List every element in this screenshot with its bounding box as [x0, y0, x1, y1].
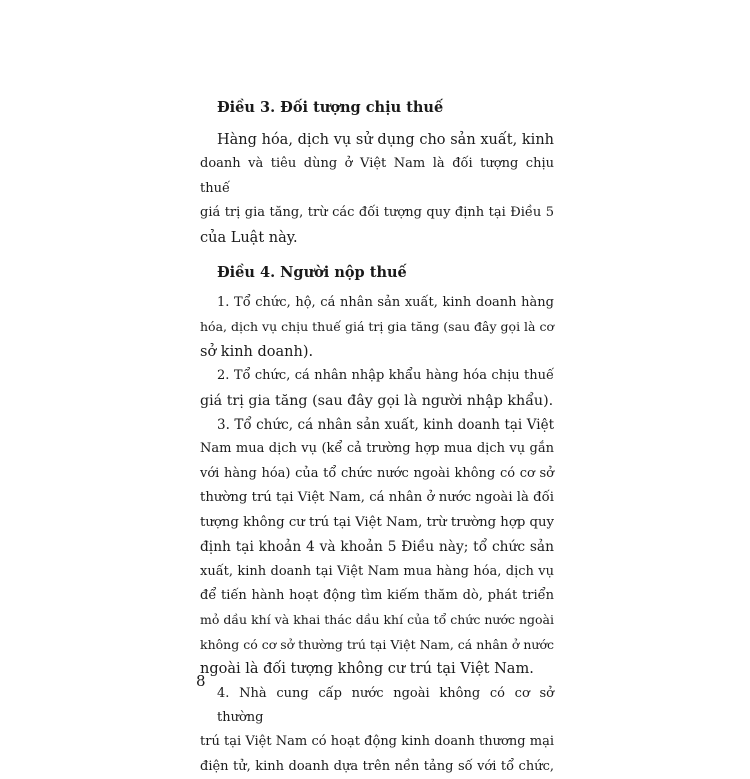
page-content: [200, 97, 554, 779]
clause-3-line-8: để tiến hành hoạt động tìm kiếm thăm dò, phát triển: [200, 587, 554, 603]
clause-3-line-7: xuất, kinh doanh tại Việt Nam mua hàng hóa, dịch vụ: [200, 563, 554, 579]
page-number: 8: [196, 672, 206, 690]
article-4-clause-4: [200, 682, 554, 779]
clause-2-line-1: 2. Tổ chức, cá nhân nhập khẩu hàng hóa chịu thuế: [217, 368, 554, 384]
clause-3-line-9: mỏ dầu khí và khai thác dầu khí của tổ chức nước ngoài: [200, 612, 554, 628]
clause-4-line-3: điện tử, kinh doanh dựa trên nền tảng số với tổ chức,: [200, 758, 554, 774]
clause-1-line-2: hóa, dịch vụ chịu thuế giá trị gia tăng (sau đây gọi là cơ: [200, 319, 554, 335]
article-4-heading: Điều 4. Người nộp thuế: [217, 264, 407, 282]
clause-3-line-3: với hàng hóa) của tổ chức nước ngoài không có cơ sở: [200, 465, 554, 481]
article-3-line-2: doanh và tiêu dùng ở Việt Nam là đối tượng chịu thuế: [200, 156, 554, 196]
clause-1-line-3: sở kinh doanh).: [200, 343, 314, 360]
article-3-line-4: của Luật này.: [200, 229, 298, 246]
article-3-line-1: Hàng hóa, dịch vụ sử dụng cho sản xuất, kinh: [217, 132, 554, 148]
article-4-clause-2: [200, 364, 554, 413]
clause-3-line-11: ngoài là đối tượng không cư trú tại Việt Nam.: [200, 661, 534, 678]
article-3-body: [200, 128, 554, 250]
clause-3-line-1: 3. Tổ chức, cá nhân sản xuất, kinh doanh tại Việt: [217, 417, 554, 434]
clause-4-line-1: 4. Nhà cung cấp nước ngoài không có cơ sở thường: [217, 685, 554, 725]
clause-3-line-10: không có cơ sở thường trú tại Việt Nam, cá nhân ở nước: [200, 636, 554, 652]
clause-1-line-1: 1. Tổ chức, hộ, cá nhân sản xuất, kinh doanh hàng: [217, 295, 554, 311]
article-4-clause-1: [200, 291, 554, 364]
article-4-clause-3: [200, 413, 554, 681]
clause-2-line-2: giá trị gia tăng (sau đây gọi là người nhập khẩu).: [200, 392, 554, 409]
clause-3-line-2: Nam mua dịch vụ (kể cả trường hợp mua dịch vụ gắn: [200, 441, 554, 457]
clause-4-line-2: trú tại Việt Nam có hoạt động kinh doanh thương mại: [200, 734, 554, 750]
article-3-line-3: giá trị gia tăng, trừ các đối tượng quy định tại Điều 5: [200, 205, 554, 221]
clause-3-line-5: tượng không cư trú tại Việt Nam, trừ trường hợp quy: [200, 514, 555, 530]
clause-3-line-4: thường trú tại Việt Nam, cá nhân ở nước ngoài là đối: [200, 490, 554, 506]
clause-3-line-6: định tại khoản 4 và khoản 5 Điều này; tổ chức sản: [200, 539, 554, 556]
article-3-heading: Điều 3. Đối tượng chịu thuế: [217, 99, 444, 116]
